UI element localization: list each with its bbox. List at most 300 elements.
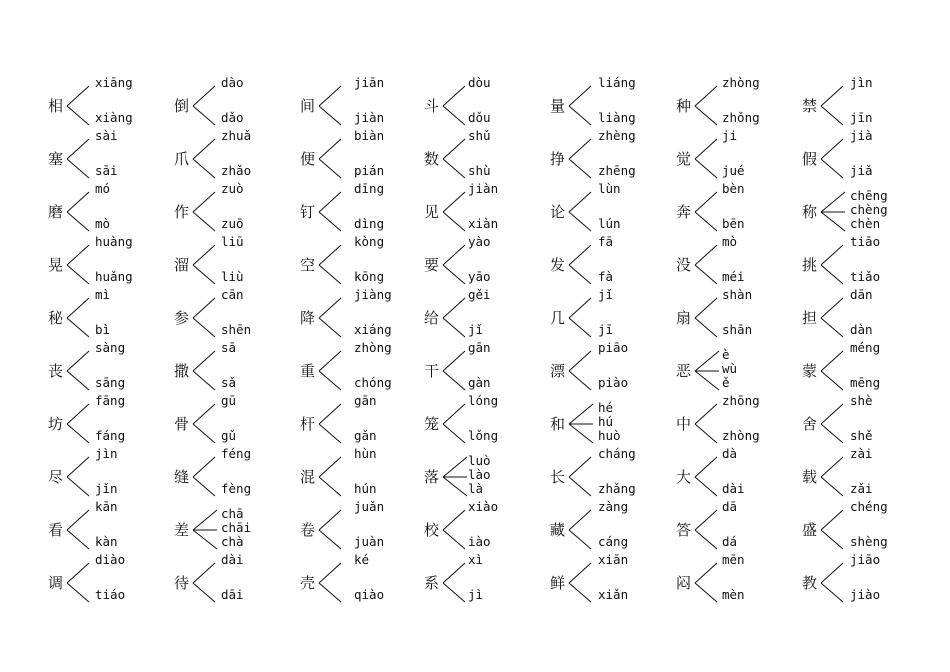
bracket-line bbox=[443, 563, 465, 583]
character: 差 bbox=[174, 521, 190, 539]
pinyin-reading: xiǎn bbox=[598, 587, 629, 602]
pinyin-reading: bì bbox=[95, 322, 111, 337]
pinyin-reading: jiàn bbox=[354, 110, 385, 125]
bracket-line bbox=[569, 245, 591, 265]
bracket-line bbox=[67, 192, 89, 212]
bracket-line bbox=[569, 265, 591, 284]
bracket-line bbox=[193, 212, 215, 231]
character: 空 bbox=[300, 256, 316, 274]
bracket-line bbox=[821, 424, 843, 443]
pinyin-reading: shān bbox=[722, 322, 753, 337]
pinyin-reading: lóng bbox=[468, 393, 499, 408]
pinyin-reading: xiāng bbox=[95, 75, 133, 90]
character: 笼 bbox=[424, 415, 440, 433]
polyphone-entry bbox=[550, 402, 675, 448]
polyphone-entry bbox=[48, 128, 173, 183]
bracket-line bbox=[443, 106, 465, 125]
bracket-line bbox=[569, 457, 591, 477]
character: 发 bbox=[550, 256, 566, 274]
bracket-line bbox=[319, 86, 341, 106]
pinyin-reading: mēn bbox=[722, 552, 745, 567]
polyphone-entry bbox=[802, 128, 927, 183]
pinyin-reading: dòu bbox=[468, 75, 491, 90]
bracket-line bbox=[193, 192, 215, 212]
polyphone-entry bbox=[802, 446, 927, 501]
bracket-line bbox=[319, 371, 341, 390]
bracket-line bbox=[193, 86, 215, 106]
bracket-line bbox=[319, 106, 341, 125]
bracket-line bbox=[443, 583, 465, 602]
pinyin-reading: dào bbox=[221, 75, 244, 90]
bracket-line bbox=[821, 245, 843, 265]
bracket-line bbox=[695, 563, 717, 583]
polyphone-entry bbox=[48, 234, 173, 289]
bracket-lines bbox=[300, 190, 360, 236]
bracket-line bbox=[319, 245, 341, 265]
polyphone-entry bbox=[676, 499, 801, 554]
bracket-line bbox=[821, 159, 843, 178]
bracket-line bbox=[821, 371, 843, 390]
pinyin-reading: dāi bbox=[221, 587, 244, 602]
polyphone-entry bbox=[424, 455, 549, 501]
bracket-line bbox=[695, 106, 717, 125]
bracket-lines bbox=[300, 84, 360, 130]
polyphone-entry bbox=[550, 128, 675, 183]
bracket-line bbox=[67, 583, 89, 602]
bracket-line bbox=[67, 245, 89, 265]
bracket-line bbox=[821, 265, 843, 284]
polyphone-entry bbox=[676, 75, 801, 130]
polyphone-entry bbox=[550, 552, 675, 607]
pinyin-reading: mò bbox=[95, 216, 111, 231]
bracket-line bbox=[821, 139, 843, 159]
bracket-line bbox=[67, 265, 89, 284]
character: 漂 bbox=[550, 362, 566, 380]
bracket-line bbox=[319, 298, 341, 318]
pinyin-reading: zǎi bbox=[850, 481, 873, 496]
character: 几 bbox=[550, 309, 566, 327]
pinyin-reading: lùn bbox=[598, 181, 621, 196]
pinyin-reading: jìn bbox=[850, 75, 873, 90]
pinyin-reading: mò bbox=[722, 234, 738, 249]
pinyin-reading: dà bbox=[722, 446, 738, 461]
character: 看 bbox=[48, 521, 64, 539]
pinyin-reading: gàn bbox=[468, 375, 491, 390]
bracket-line bbox=[67, 159, 89, 178]
pinyin-reading: dài bbox=[722, 481, 745, 496]
pinyin-reading: chāi bbox=[221, 520, 252, 535]
character: 要 bbox=[424, 256, 440, 274]
pinyin-reading: sāi bbox=[95, 163, 118, 178]
pinyin-reading: chā bbox=[221, 506, 244, 521]
polyphone-entry bbox=[802, 190, 927, 236]
bracket-line bbox=[569, 86, 591, 106]
polyphone-entry bbox=[802, 499, 927, 554]
bracket-line bbox=[319, 318, 341, 337]
pinyin-reading: zhōng bbox=[722, 393, 760, 408]
bracket-line bbox=[695, 351, 719, 371]
bracket-line bbox=[67, 424, 89, 443]
bracket-line bbox=[569, 192, 591, 212]
pinyin-reading: jì bbox=[468, 587, 484, 602]
character: 调 bbox=[48, 574, 64, 592]
character: 磨 bbox=[48, 203, 64, 221]
polyphone-entry bbox=[802, 552, 927, 607]
bracket-line bbox=[695, 457, 717, 477]
polyphone-entry bbox=[550, 446, 675, 501]
bracket-line bbox=[67, 563, 89, 583]
polyphone-entry bbox=[300, 128, 425, 183]
pinyin-reading: shǔ bbox=[468, 128, 491, 143]
bracket-line bbox=[695, 371, 719, 390]
pinyin-reading: zàng bbox=[598, 499, 629, 514]
character: 担 bbox=[802, 309, 818, 327]
pinyin-reading: tiǎo bbox=[850, 269, 881, 284]
pinyin-reading: dàn bbox=[850, 322, 873, 337]
pinyin-reading: cān bbox=[221, 287, 244, 302]
pinyin-reading: bèn bbox=[722, 181, 745, 196]
bracket-line bbox=[695, 192, 717, 212]
bracket-line bbox=[569, 106, 591, 125]
polyphone-entry bbox=[424, 499, 549, 554]
pinyin-reading: lào bbox=[468, 467, 491, 482]
character: 论 bbox=[550, 203, 566, 221]
bracket-line bbox=[695, 510, 717, 530]
pinyin-reading: cháng bbox=[598, 446, 636, 461]
bracket-line bbox=[193, 583, 215, 602]
pinyin-reading: gǎn bbox=[354, 428, 377, 443]
pinyin-reading: jìn bbox=[95, 446, 118, 461]
bracket-line bbox=[193, 298, 215, 318]
character: 重 bbox=[300, 362, 316, 380]
pinyin-reading: sāng bbox=[95, 375, 126, 390]
bracket-line bbox=[569, 477, 591, 496]
pinyin-reading: ě bbox=[722, 375, 730, 390]
bracket-line bbox=[569, 424, 593, 443]
polyphone-entry bbox=[48, 393, 173, 448]
bracket-lines bbox=[300, 508, 360, 554]
pinyin-reading: ji bbox=[722, 128, 738, 143]
pinyin-reading: tiáo bbox=[95, 587, 126, 602]
bracket-line bbox=[821, 106, 843, 125]
pinyin-reading: yāo bbox=[468, 269, 491, 284]
pinyin-reading: yào bbox=[468, 234, 491, 249]
pinyin-reading: hú bbox=[598, 414, 614, 429]
pinyin-reading: dá bbox=[722, 534, 738, 549]
bracket-line bbox=[67, 477, 89, 496]
pinyin-reading: mèn bbox=[722, 587, 745, 602]
character: 蒙 bbox=[802, 362, 818, 380]
pinyin-reading: jǐ bbox=[468, 322, 484, 337]
pinyin-reading: jiào bbox=[850, 587, 881, 602]
pinyin-reading: qiào bbox=[354, 587, 385, 602]
polyphone-entry bbox=[424, 552, 549, 607]
pinyin-reading: shàn bbox=[722, 287, 753, 302]
bracket-lines bbox=[300, 349, 360, 395]
bracket-line bbox=[821, 86, 843, 106]
pinyin-reading: chēng bbox=[850, 188, 888, 203]
pinyin-reading: jiǎ bbox=[850, 163, 873, 178]
pinyin-reading: zhòng bbox=[722, 75, 760, 90]
polyphone-entry bbox=[550, 234, 675, 289]
polyphone-entry bbox=[676, 393, 801, 448]
pinyin-reading: xiàn bbox=[468, 216, 499, 231]
bracket-line bbox=[193, 404, 215, 424]
character: 晃 bbox=[48, 256, 64, 274]
pinyin-reading: diào bbox=[95, 552, 126, 567]
bracket-line bbox=[443, 477, 467, 496]
polyphone-entry bbox=[802, 75, 927, 130]
pinyin-reading: kòng bbox=[354, 234, 385, 249]
pinyin-reading: sàng bbox=[95, 340, 126, 355]
polyphone-entry bbox=[174, 446, 299, 501]
bracket-line bbox=[67, 86, 89, 106]
bracket-line bbox=[695, 265, 717, 284]
bracket-line bbox=[443, 139, 465, 159]
pinyin-reading: bēn bbox=[722, 216, 745, 231]
polyphone-entry bbox=[48, 552, 173, 607]
bracket-line bbox=[569, 530, 591, 549]
pinyin-reading: zài bbox=[850, 446, 873, 461]
bracket-line bbox=[319, 424, 341, 443]
pinyin-reading: dā bbox=[722, 499, 738, 514]
pinyin-reading: gǔ bbox=[221, 428, 237, 443]
pinyin-reading: liū bbox=[221, 234, 244, 249]
bracket-line bbox=[695, 530, 717, 549]
character: 系 bbox=[424, 574, 440, 592]
pinyin-reading: chà bbox=[221, 534, 244, 549]
polyphone-entry bbox=[174, 128, 299, 183]
character: 量 bbox=[550, 97, 566, 115]
pinyin-reading: xiáng bbox=[354, 322, 392, 337]
character: 相 bbox=[48, 97, 64, 115]
character: 便 bbox=[300, 150, 316, 168]
character: 缝 bbox=[174, 468, 190, 486]
pinyin-reading: jīn bbox=[850, 110, 873, 125]
bracket-line bbox=[319, 510, 341, 530]
bracket-line bbox=[443, 86, 465, 106]
pinyin-reading: chèn bbox=[850, 216, 881, 231]
pinyin-reading: méi bbox=[722, 269, 745, 284]
character: 种 bbox=[676, 97, 692, 115]
pinyin-reading: fā bbox=[598, 234, 614, 249]
bracket-line bbox=[695, 86, 717, 106]
pinyin-reading: lǒng bbox=[468, 428, 499, 443]
bracket-line bbox=[193, 159, 215, 178]
character: 恶 bbox=[676, 362, 692, 380]
bracket-line bbox=[193, 371, 215, 390]
character: 觉 bbox=[676, 150, 692, 168]
bracket-lines bbox=[300, 402, 360, 448]
bracket-line bbox=[67, 212, 89, 231]
polyphone-entry bbox=[300, 393, 425, 448]
bracket-line bbox=[695, 477, 717, 496]
pinyin-reading: liù bbox=[221, 269, 244, 284]
pinyin-reading: piāo bbox=[598, 340, 629, 355]
pinyin-reading: gū bbox=[221, 393, 237, 408]
bracket-line bbox=[67, 530, 89, 549]
pinyin-reading: zhuǎ bbox=[221, 128, 252, 143]
polyphone-entry bbox=[550, 499, 675, 554]
pinyin-reading: jià bbox=[850, 128, 873, 143]
polyphone-entry bbox=[300, 446, 425, 501]
bracket-line bbox=[569, 583, 591, 602]
bracket-line bbox=[443, 457, 467, 477]
pinyin-reading: huǎng bbox=[95, 269, 133, 284]
pinyin-reading: mì bbox=[95, 287, 111, 302]
polyphone-entry bbox=[48, 499, 173, 554]
character: 间 bbox=[300, 97, 316, 115]
character: 舍 bbox=[802, 415, 818, 433]
pinyin-reading: zuō bbox=[221, 216, 244, 231]
bracket-lines bbox=[300, 561, 360, 607]
bracket-line bbox=[695, 318, 717, 337]
polyphone-entry bbox=[424, 393, 549, 448]
character: 骨 bbox=[174, 415, 190, 433]
bracket-line bbox=[67, 298, 89, 318]
bracket-line bbox=[67, 457, 89, 477]
bracket-line bbox=[319, 583, 341, 602]
bracket-line bbox=[695, 212, 717, 231]
bracket-line bbox=[569, 139, 591, 159]
bracket-line bbox=[695, 424, 717, 443]
character: 落 bbox=[424, 468, 440, 486]
pinyin-reading: shě bbox=[850, 428, 873, 443]
pinyin-reading: sā bbox=[221, 340, 237, 355]
bracket-line bbox=[67, 318, 89, 337]
bracket-line bbox=[319, 192, 341, 212]
bracket-line bbox=[319, 404, 341, 424]
pinyin-reading: zhèng bbox=[598, 128, 636, 143]
bracket-line bbox=[695, 298, 717, 318]
bracket-line bbox=[193, 318, 215, 337]
polyphone-entry bbox=[48, 181, 173, 236]
polyphone-entry bbox=[300, 287, 425, 342]
polyphone-entry bbox=[300, 552, 425, 607]
pinyin-reading: gěi bbox=[468, 287, 491, 302]
pinyin-reading: sǎ bbox=[221, 375, 237, 390]
bracket-line bbox=[319, 351, 341, 371]
pinyin-reading: chèng bbox=[850, 202, 888, 217]
pinyin-reading: piào bbox=[598, 375, 629, 390]
bracket-line bbox=[821, 318, 843, 337]
bracket-lines bbox=[300, 137, 360, 183]
polyphone-entry bbox=[676, 446, 801, 501]
pinyin-reading: kōng bbox=[354, 269, 385, 284]
pinyin-reading: hún bbox=[354, 481, 377, 496]
polyphone-entry bbox=[676, 234, 801, 289]
pinyin-reading: féng bbox=[221, 446, 252, 461]
polyphone-entry bbox=[676, 128, 801, 183]
pinyin-reading: jǐ bbox=[598, 287, 614, 302]
pinyin-reading: jiàn bbox=[468, 181, 499, 196]
polyphone-entry bbox=[802, 393, 927, 448]
pinyin-reading: shè bbox=[850, 393, 873, 408]
bracket-line bbox=[821, 530, 843, 549]
bracket-line bbox=[821, 404, 843, 424]
bracket-lines bbox=[300, 296, 360, 342]
pinyin-reading: luò bbox=[468, 453, 491, 468]
character: 藏 bbox=[550, 521, 566, 539]
bracket-line bbox=[319, 530, 341, 549]
polyphone-entry bbox=[300, 234, 425, 289]
bracket-line bbox=[821, 510, 843, 530]
polyphone-entry bbox=[802, 340, 927, 395]
bracket-line bbox=[319, 139, 341, 159]
character: 挣 bbox=[550, 150, 566, 168]
character: 斗 bbox=[424, 97, 440, 115]
pinyin-reading: dīng bbox=[354, 181, 385, 196]
polyphone-entry bbox=[174, 181, 299, 236]
bracket-line bbox=[695, 139, 717, 159]
character: 数 bbox=[424, 150, 440, 168]
polyphone-entry bbox=[676, 181, 801, 236]
bracket-line bbox=[67, 371, 89, 390]
pinyin-reading: xì bbox=[468, 552, 484, 567]
bracket-line bbox=[67, 404, 89, 424]
pinyin-reading: zhǒng bbox=[722, 110, 760, 125]
polyphone-entry bbox=[300, 499, 425, 554]
bracket-line bbox=[443, 212, 465, 231]
character: 挑 bbox=[802, 256, 818, 274]
polyphone-entry bbox=[174, 393, 299, 448]
pinyin-reading: mó bbox=[95, 181, 111, 196]
polyphone-entry bbox=[174, 287, 299, 342]
bracket-line bbox=[443, 510, 465, 530]
polyphone-entry bbox=[802, 287, 927, 342]
pinyin-reading: shēn bbox=[221, 322, 252, 337]
pinyin-reading: gān bbox=[354, 393, 377, 408]
pinyin-reading: là bbox=[468, 481, 484, 496]
pinyin-reading: juàn bbox=[354, 534, 385, 549]
polyphone-entry bbox=[676, 552, 801, 607]
character: 给 bbox=[424, 309, 440, 327]
bracket-line bbox=[821, 351, 843, 371]
character: 盛 bbox=[802, 521, 818, 539]
character: 禁 bbox=[802, 97, 818, 115]
bracket-line bbox=[569, 510, 591, 530]
polyphone-entry bbox=[550, 181, 675, 236]
bracket-lines bbox=[300, 455, 360, 501]
pinyin-reading: jiān bbox=[354, 75, 385, 90]
bracket-line bbox=[319, 563, 341, 583]
pinyin-reading: ké bbox=[354, 552, 370, 567]
pinyin-reading: mēng bbox=[850, 375, 881, 390]
character: 校 bbox=[424, 521, 440, 539]
polyphone-entry bbox=[802, 234, 927, 289]
bracket-line bbox=[443, 245, 465, 265]
polyphone-entry bbox=[424, 128, 549, 183]
bracket-line bbox=[443, 192, 465, 212]
bracket-line bbox=[695, 245, 717, 265]
bracket-lines bbox=[300, 243, 360, 289]
bracket-line bbox=[443, 159, 465, 178]
bracket-line bbox=[443, 424, 465, 443]
character: 大 bbox=[676, 468, 692, 486]
pinyin-reading: zhēng bbox=[598, 163, 636, 178]
pinyin-reading: fāng bbox=[95, 393, 126, 408]
character: 坊 bbox=[48, 415, 64, 433]
character: 作 bbox=[174, 203, 190, 221]
pinyin-reading: jī bbox=[598, 322, 614, 337]
character: 塞 bbox=[48, 150, 64, 168]
bracket-line bbox=[319, 457, 341, 477]
bracket-line bbox=[67, 510, 89, 530]
bracket-line bbox=[569, 298, 591, 318]
pinyin-reading: biàn bbox=[354, 128, 385, 143]
character: 卷 bbox=[300, 521, 316, 539]
pinyin-reading: chéng bbox=[850, 499, 888, 514]
